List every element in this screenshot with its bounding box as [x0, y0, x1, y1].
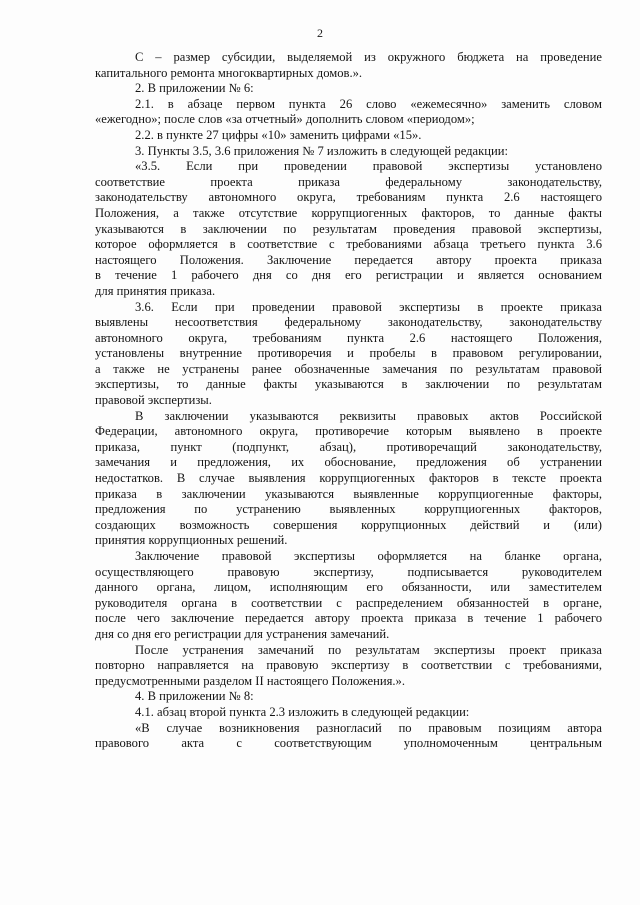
- text-line: выявлены несоответствия федеральному законодательству, законодательству: [95, 315, 602, 330]
- text-line: приказа, пункт (подпункт, абзац), противоречащий законодательству,: [95, 439, 602, 454]
- text-line: правовой экспертизы.: [95, 393, 212, 408]
- text-line: в течение 1 рабочего дня со дня его регистрации и является основанием: [95, 268, 602, 283]
- document-body: [95, 50, 602, 752]
- text-line: Заключение правовой экспертизы оформляется на бланке органа,: [135, 549, 602, 563]
- text-line: Положения, а также отсутствие коррупциогенных факторов, то данные факты: [95, 205, 602, 220]
- text-line: указываются в заключении по результатам проведения правовой экспертизы,: [95, 221, 602, 236]
- text-line: настоящего Положения. Заключение передается автору проекта приказа: [95, 252, 602, 267]
- text-line: данного органа, лицом, исполняющим его обязанности, или заместителем: [95, 580, 602, 595]
- text-line: установлены внутренние противоречия и пробелы в правовом регулировании,: [95, 346, 602, 361]
- text-line: Федерации, автономного округа, противоречие которым выявлено в проекте: [95, 424, 602, 439]
- text-line: а также не устранены ранее обозначенные замечания по результатам правовой: [95, 361, 602, 376]
- text-line: которое оформляется в соответствие с требованиями абзаца третьего пункта 3.6: [95, 237, 602, 252]
- text-line: после чего заключение передается автору проекта приказа в течение 1 рабочего: [95, 611, 602, 626]
- text-line: 4.1. абзац второй пункта 2.3 изложить в следующей редакции:: [135, 704, 470, 719]
- text-line: правового акта с соответствующим уполномоченным центральным: [95, 736, 602, 751]
- text-line: соответствие проекта приказа федеральному законодательству,: [95, 174, 602, 189]
- text-line: замечания и предложения, их обоснование, предложения об устранении: [95, 455, 602, 470]
- text-line: экспертизы, то данные факты указываются в заключении по результатам: [95, 377, 602, 392]
- text-line: В заключении указываются реквизиты правовых актов Российской: [135, 408, 602, 423]
- text-line: 2.2. в пункте 27 цифры «10» заменить цифрами «15».: [135, 127, 422, 142]
- text-line: повторно направляется на правовую экспертизу в соответствии с требованиями,: [95, 658, 602, 673]
- text-line: 4. В приложении № 8:: [135, 689, 254, 704]
- text-line: автономного округа, требованиям пункта 2.6 настоящего Положения,: [95, 330, 602, 345]
- text-line: С – размер субсидии, выделяемой из окружного бюджета на проведение: [135, 50, 602, 64]
- text-line: После устранения замечаний по результатам экспертизы проект приказа: [135, 642, 602, 657]
- text-line: осуществляющего правовую экспертизу, подписывается руководителем: [95, 564, 602, 579]
- text-line: руководителя органа в соответствии с распределением обязанностей в органе,: [95, 595, 602, 610]
- text-line: 2.1. в абзаце первом пункта 26 слово «ежемесячно» заменить словом: [135, 96, 602, 111]
- text-line: 2. В приложении № 6:: [135, 81, 254, 96]
- text-line: предусмотренными разделом II настоящего Положения.».: [95, 673, 405, 688]
- page-number: 2: [317, 26, 323, 40]
- text-line: «3.5. Если при проведении правовой экспертизы установлено: [135, 159, 602, 174]
- text-line: принятия коррупционных решений.: [95, 533, 288, 548]
- text-line: приказа в заключении указываются выявленные коррупциогенные факторы,: [95, 486, 602, 501]
- text-line: дня со дня его регистрации для устранения замечаний.: [95, 626, 390, 641]
- text-line: «ежегодно»; после слов «за отчетный» дополнить словом «периодом»;: [95, 112, 475, 127]
- text-line: предложения по устранению выявленных коррупциогенных факторов,: [95, 502, 602, 517]
- text-line: 3.6. Если при проведении правовой экспертизы в проекте приказа: [135, 299, 602, 314]
- text-line: законодательству автономного округа, требованиям пункта 2.6 настоящего: [95, 190, 602, 205]
- text-line: «В случае возникновения разногласий по правовым позициям автора: [135, 720, 602, 735]
- text-line: для принятия приказа.: [95, 283, 216, 298]
- text-line: капитального ремонта многоквартирных домов.».: [95, 65, 363, 80]
- text-line: создающих возможность совершения коррупционных действий и (или): [95, 517, 602, 532]
- text-line: недостатков. В случае выявления коррупциогенных факторов в тексте проекта: [95, 471, 602, 486]
- text-line: 3. Пункты 3.5, 3.6 приложения № 7 изложить в следующей редакции:: [135, 143, 508, 158]
